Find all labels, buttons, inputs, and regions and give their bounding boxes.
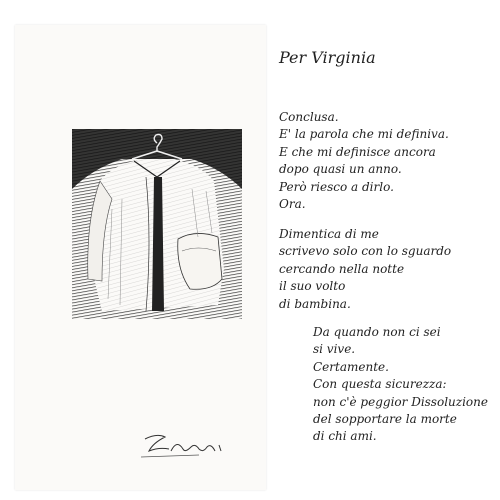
poem-line: Ora. [279, 197, 306, 212]
poem-line: Da quando non ci sei [313, 325, 441, 339]
poem-stanza-2 [279, 226, 451, 313]
poem-line: il suo volto [279, 279, 346, 294]
poem-line: Certamente. [313, 359, 389, 374]
poem-stanza-1 [279, 109, 449, 213]
poem-line: Però riesco a dirlo. [279, 179, 394, 194]
artwork-paper [15, 25, 266, 490]
poem-line: cercando nella notte [279, 261, 405, 276]
poem-line: Dimentica di me [279, 227, 379, 241]
poem-line: di bambina. [279, 296, 351, 311]
poem-line: Conclusa. [279, 110, 339, 124]
poem-line: di chi ami. [313, 429, 377, 444]
poem-line: si vive. [313, 342, 356, 357]
poem-line: E' la parola che mi definiva. [279, 127, 449, 142]
shirt-on-hanger-drawing [72, 129, 242, 319]
poem-line: dopo quasi un anno. [279, 162, 402, 177]
poem-line: non c'è peggior Dissoluzione [313, 394, 488, 409]
poem-line: scrivevo solo con lo sguardo [279, 244, 452, 259]
poem-line: E che mi definisce ancora [279, 144, 436, 159]
poem-title: Per Virginia [279, 48, 376, 67]
poem-stanza-3 [313, 324, 488, 446]
artist-signature [139, 429, 229, 461]
poem-line: del sopportare la morte [313, 412, 457, 427]
poem-line: Con questa sicurezza: [313, 377, 447, 392]
